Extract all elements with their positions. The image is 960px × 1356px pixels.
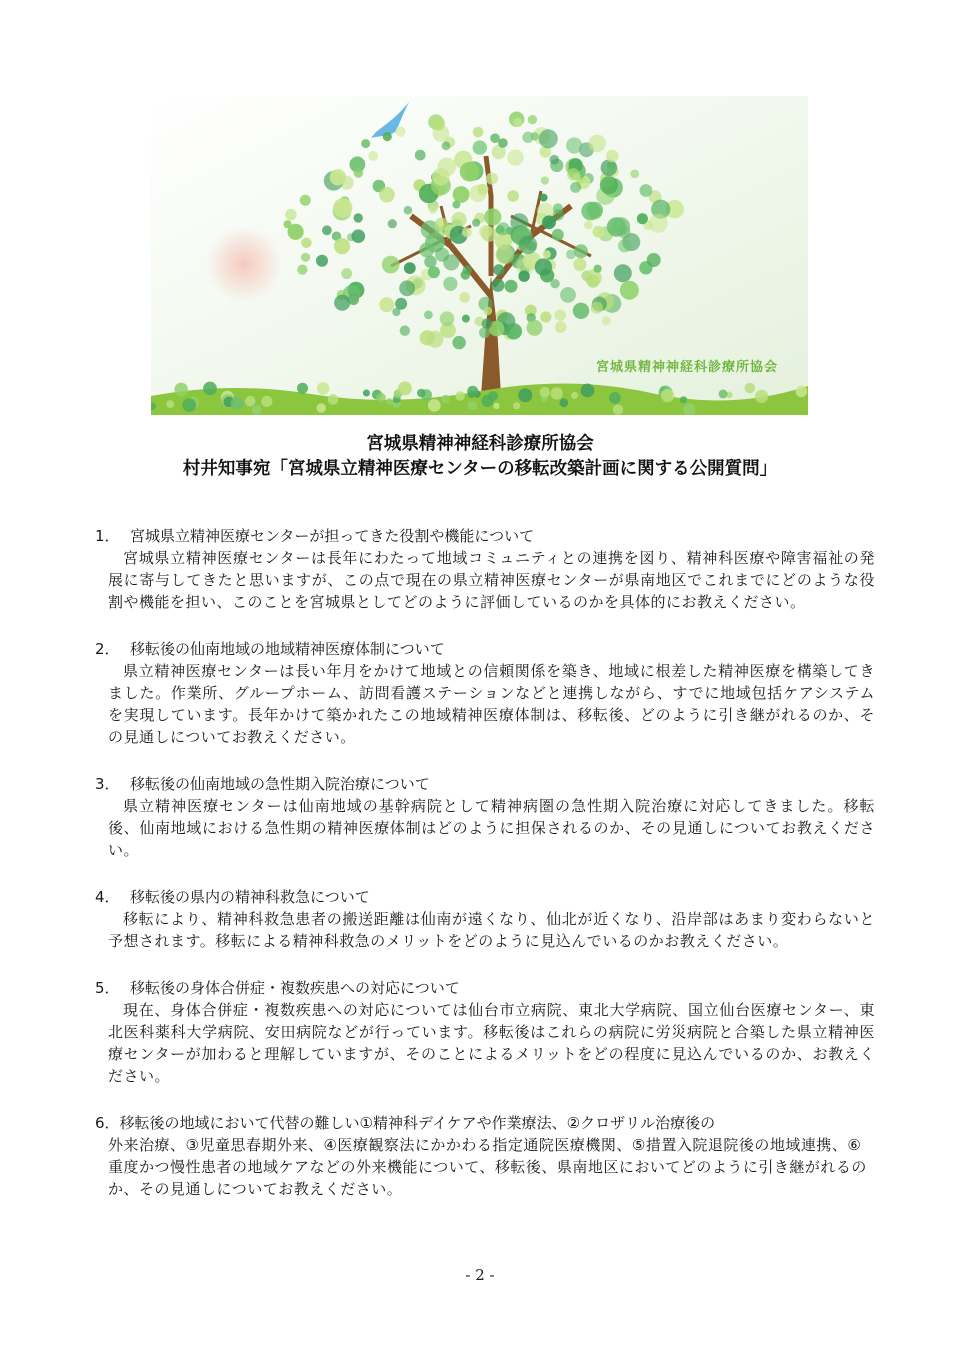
leaf-dot xyxy=(452,336,465,349)
leaf-dot xyxy=(404,262,416,274)
leaf-dot xyxy=(507,190,519,202)
leaf-dot xyxy=(297,265,307,275)
grass-dot xyxy=(166,400,174,408)
leaf-dot xyxy=(452,201,460,209)
leaf-dot xyxy=(451,212,466,227)
leaf-dot xyxy=(505,280,518,293)
leaf-dot xyxy=(593,226,605,238)
leaf-dot xyxy=(431,117,445,131)
question-number: 1． xyxy=(95,527,120,545)
leaf-dot xyxy=(348,294,359,305)
banner-caption: 宮城県精神神経科診療所協会 xyxy=(595,360,778,375)
leaf-dot xyxy=(404,206,413,215)
sun-icon xyxy=(206,226,282,302)
grass-dot xyxy=(518,388,532,402)
leaf-dot xyxy=(491,279,504,292)
leaf-dot xyxy=(352,229,366,243)
grass-dot xyxy=(428,399,441,412)
leaf-dot xyxy=(429,205,438,214)
leaf-dot xyxy=(400,326,410,336)
grass-dot xyxy=(363,390,370,397)
leaf-dot xyxy=(484,208,501,225)
leaf-dot xyxy=(382,256,400,274)
leaf-dot xyxy=(334,295,350,311)
grass-dot xyxy=(661,389,674,402)
grass-dot xyxy=(328,394,339,405)
grass-dot xyxy=(488,391,498,401)
question-heading: 移転後の地域において代替の難しい①精神科デイケアや作業療法、②クロザリル治療後の xyxy=(119,1114,716,1132)
leaf-dot xyxy=(461,270,471,280)
leaf-dot xyxy=(594,265,602,273)
leaf-dot xyxy=(482,318,493,329)
leaf-dot xyxy=(300,195,311,206)
leaf-dot xyxy=(442,141,451,150)
grass-dot xyxy=(442,395,450,403)
question-heading: 移転後の仙南地域の地域精神医療体制について xyxy=(130,640,445,658)
leaf-dot xyxy=(473,127,484,138)
grass-dot xyxy=(680,396,687,403)
leaf-dot xyxy=(554,309,566,321)
leaf-dot xyxy=(479,225,492,238)
grass-dot xyxy=(581,384,595,398)
leaf-dot xyxy=(601,160,618,177)
grass-dot xyxy=(231,397,244,410)
grass-dot xyxy=(376,393,386,403)
leaf-dot xyxy=(591,302,603,314)
question-heading: 移転後の身体合併症・複数疾患への対応について xyxy=(130,979,460,997)
leaf-dot xyxy=(540,311,551,322)
grass-dot xyxy=(182,398,196,412)
leaf-dot xyxy=(379,187,395,203)
leaf-dot xyxy=(587,202,603,218)
leaf-dot xyxy=(588,135,606,153)
title-line-1: 宮城県精神神経科診療所協会 xyxy=(366,434,594,454)
question-body: 宮城県立精神医療センターは長年にわたって地域コミュニティとの連携を図り、精神科医療や障害福祉の発展に寄与してきたと思いますが、この点で現在の県立精神医療センターが県南地区でこれまでにどのような役割や機能を担い、このことを宮城県としてどのように評価しているのかを具体的にお教えください。 xyxy=(108,549,875,611)
leaf-dot xyxy=(647,253,661,267)
leaf-dot xyxy=(341,268,352,279)
leaf-dot xyxy=(528,115,537,124)
leaf-dot xyxy=(330,169,346,185)
leaf-dot xyxy=(284,220,292,228)
leaf-dot xyxy=(602,316,611,325)
leaf-dot xyxy=(573,303,589,319)
question-body: 県立精神医療センターは長い年月をかけて地域との信頼関係を築き、地域に根差した精神医療を構築してきました。作業所、グループホーム、訪問看護ステーションなどと連携しながら、すでに地域包括ケアシステムを実現しています。長年かけて築かれたこの地域精神医療体制は、移転後、どのように引き継がれるのか、その見通しについてお教えください。 xyxy=(108,662,875,746)
leaf-dot xyxy=(550,155,560,165)
grass-dot xyxy=(613,405,623,415)
grass-dot xyxy=(398,381,412,395)
leaf-dot xyxy=(424,311,433,320)
leaf-dot xyxy=(573,258,586,271)
grass-dot xyxy=(571,392,578,399)
grass-dot xyxy=(261,396,272,407)
question-number: 5． xyxy=(95,979,120,997)
leaf-dot xyxy=(486,173,498,185)
grass-dot xyxy=(386,398,393,405)
leaf-dot xyxy=(440,311,455,326)
leaf-dot xyxy=(649,214,668,233)
document-title xyxy=(0,432,960,482)
question-5 xyxy=(95,977,875,1087)
leaf-dot xyxy=(584,221,593,230)
leaf-dot xyxy=(460,162,480,182)
leaf-dot xyxy=(542,215,556,229)
leaf-dot xyxy=(419,243,434,258)
leaf-dot xyxy=(322,225,332,235)
leaf-dot xyxy=(498,138,508,148)
grass-dot xyxy=(468,401,477,410)
leaf-dot xyxy=(316,255,328,267)
leaf-dot xyxy=(462,315,470,323)
grass-dot xyxy=(513,402,520,409)
question-list xyxy=(95,525,875,1225)
leaf-dot xyxy=(540,194,548,202)
leaf-dot xyxy=(640,184,653,197)
question-3 xyxy=(95,773,875,861)
leaf-dot xyxy=(495,246,514,265)
leaf-dot xyxy=(383,132,392,141)
question-number: 3． xyxy=(95,775,120,793)
leaf-dot xyxy=(600,176,618,194)
leaf-dot xyxy=(399,280,415,296)
leaf-dot xyxy=(501,235,511,245)
leaf-dot xyxy=(395,127,405,137)
leaf-dot xyxy=(566,250,576,260)
grass-dot xyxy=(493,403,499,409)
leaf-dot xyxy=(301,238,311,248)
leaf-dot xyxy=(301,253,310,262)
leaf-dot xyxy=(493,264,504,275)
leaf-dot xyxy=(519,236,538,255)
banner-illustration xyxy=(151,96,808,415)
leaf-dot xyxy=(552,229,564,241)
leaf-dot xyxy=(443,254,459,270)
leaf-dot xyxy=(379,297,394,312)
question-body: 県立精神医療センターは仙南地域の基幹病院として精神病圏の急性期入院治療に対応してきました。移転後、仙南地域における急性期の精神医療体制はどのように担保されるのか、その見通しについてお教えください。 xyxy=(108,797,875,859)
grass-dot xyxy=(467,386,478,397)
leaf-dot xyxy=(541,177,549,185)
grass-dot xyxy=(297,383,308,394)
leaf-dot xyxy=(539,129,558,148)
question-body: 外来治療、③児童思春期外来、④医療観察法にかかわる指定通院医療機関、⑤措置入院退院後の地域連携、⑥重度かつ慢性患者の地域ケアなどの外来機能について、移転後、県南地区においてどのように引き継がれるのか、その見通しについてお教えください。 xyxy=(108,1136,867,1198)
leaf-dot xyxy=(427,331,444,348)
leaf-dot xyxy=(459,292,470,303)
leaf-dot xyxy=(535,258,552,275)
leaf-dot xyxy=(368,151,378,161)
leaf-dot xyxy=(469,185,486,202)
leaf-dot xyxy=(388,219,397,228)
leaf-dot xyxy=(574,244,588,258)
leaf-dot xyxy=(333,198,352,217)
leaf-dot xyxy=(527,320,543,336)
leaf-dot xyxy=(560,287,576,303)
leaf-dot xyxy=(453,186,470,203)
grass-dot xyxy=(551,387,563,399)
grass-dot xyxy=(559,398,568,407)
grass-dot xyxy=(203,382,217,396)
question-number: 2． xyxy=(95,640,120,658)
question-2 xyxy=(95,638,875,748)
question-1 xyxy=(95,525,875,613)
grass-dot xyxy=(719,390,728,399)
question-heading: 宮城県立精神医療センターが担ってきた役割や機能について xyxy=(130,527,535,545)
question-heading: 移転後の仙南地域の急性期入院治療について xyxy=(130,775,430,793)
leaf-dot xyxy=(618,239,631,252)
leaf-dot xyxy=(415,150,426,161)
leaf-dot xyxy=(518,271,529,282)
grass-dot xyxy=(540,387,550,397)
leaf-dot xyxy=(614,264,632,282)
leaf-dot xyxy=(354,213,363,222)
question-6 xyxy=(95,1112,875,1200)
leaf-dot xyxy=(473,140,487,154)
grass-dot xyxy=(317,382,330,395)
question-body: 現在、身体合併症・複数疾患への対応については仙台市立病院、東北大学病院、国立仙台医療センター、東北医科薬科大学病院、安田病院などが行っています。移転後はこれらの病院に労災病院と合築した県立精神医療センターが加わると理解していますが、そのことによるメリットをどの程度に見込んでいるのか、お教えください。 xyxy=(108,1001,875,1085)
leaf-dot xyxy=(285,209,296,220)
leaf-dot xyxy=(361,139,370,148)
leaf-dot xyxy=(606,150,619,163)
leaf-dot xyxy=(566,137,582,153)
question-number: 4． xyxy=(95,888,120,906)
leaf-dot xyxy=(472,219,480,227)
grass-dot xyxy=(417,389,426,398)
leaf-dot xyxy=(428,266,440,278)
grass-dot xyxy=(174,383,188,397)
leaf-dot xyxy=(432,168,450,186)
grass-dot xyxy=(755,390,768,403)
leaf-dot xyxy=(543,250,551,258)
grass-dot xyxy=(609,392,621,404)
leaf-dot xyxy=(443,277,457,291)
leaf-dot xyxy=(392,308,400,316)
grass-dot xyxy=(317,403,326,412)
grass-dot xyxy=(455,391,464,400)
page-number: - 2 - xyxy=(465,1266,495,1284)
leaf-dot xyxy=(618,226,630,238)
leaf-dot xyxy=(354,168,363,177)
leaf-dot xyxy=(506,323,522,339)
leaf-dot xyxy=(497,222,510,235)
title-line-2: 村井知事宛「宮城県立精神医療センターの移転改築計画に関する公開質問」 xyxy=(182,459,778,479)
leaf-dot xyxy=(637,213,648,224)
question-4 xyxy=(95,886,875,952)
leaf-dot xyxy=(630,170,639,179)
leaf-dot xyxy=(620,281,639,300)
question-heading: 移転後の県内の精神科救急について xyxy=(130,888,370,906)
grass-dot xyxy=(796,386,808,398)
leaf-dot xyxy=(567,168,580,181)
leaf-dot xyxy=(513,118,522,127)
leaf-dot xyxy=(334,238,350,254)
leaf-dot xyxy=(531,132,539,140)
leaf-dot xyxy=(483,307,492,316)
question-number: 6． xyxy=(95,1114,120,1132)
leaf-dot xyxy=(555,321,567,333)
grass-dot xyxy=(245,396,256,407)
leaf-dot xyxy=(507,149,523,165)
leaf-dot xyxy=(395,298,407,310)
leaf-dot xyxy=(570,182,581,193)
question-body: 移転により、精神科救急患者の搬送距離は仙南が遠くなり、仙北が近くなり、沿岸部はあまり変わらないと予想されます。移転による精神科救急のメリットをどのように見込んでいるのかお教えください。 xyxy=(108,910,875,950)
grass-dot xyxy=(745,383,756,394)
leaf-dot xyxy=(462,227,472,237)
